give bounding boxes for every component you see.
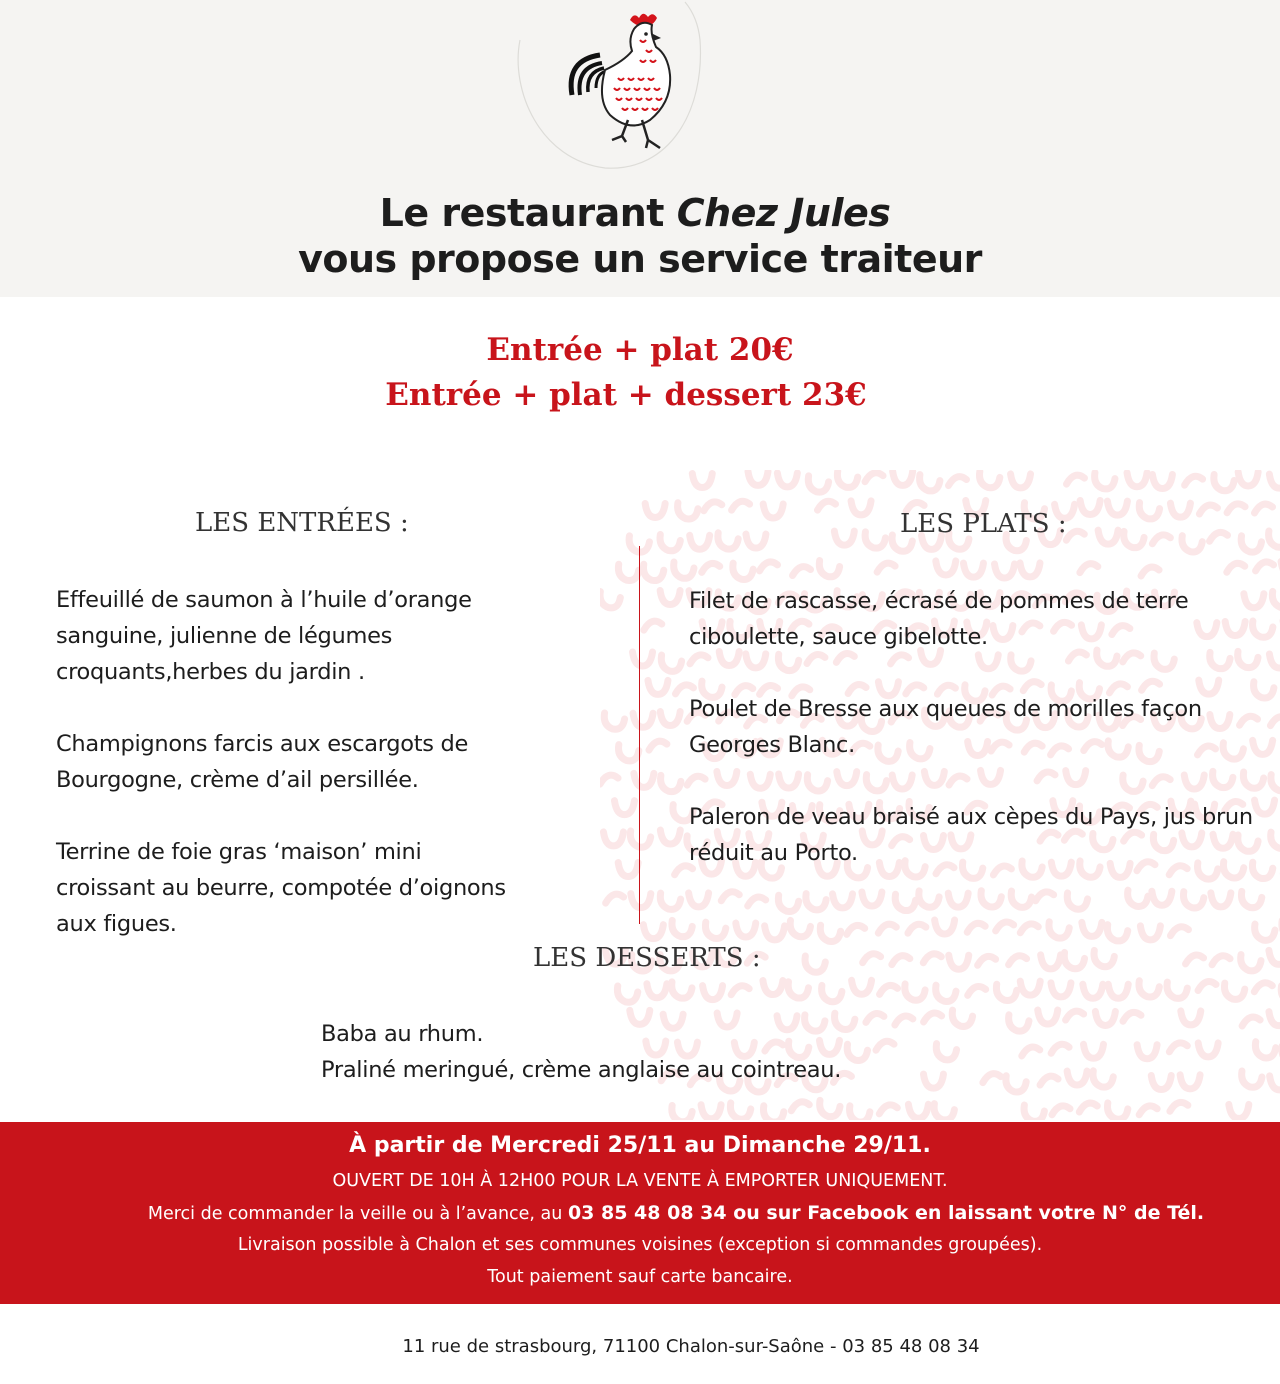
- pattern-squiggle: [1066, 531, 1084, 540]
- pattern-squiggle: [1254, 983, 1272, 992]
- pattern-squiggle: [963, 563, 983, 577]
- pattern-squiggle: [1170, 503, 1190, 517]
- entrees-heading: LES ENTRÉES :: [195, 508, 409, 538]
- pattern-squiggle: [660, 893, 680, 909]
- pattern-squiggle: [995, 564, 1015, 578]
- list-item: Praliné meringué, crème anglaise au cointreau.: [321, 1057, 842, 1083]
- pattern-squiggle: [934, 1104, 954, 1120]
- pattern-squiggle: [851, 501, 871, 515]
- pattern-squiggle: [1151, 1075, 1171, 1089]
- list-item: Baba au rhum.: [321, 1021, 484, 1047]
- delivery-info: Livraison possible à Chalon et ses communes voisines (exception si commandes groupées).: [237, 1235, 1043, 1255]
- pattern-squiggle: [1255, 924, 1275, 940]
- pattern-squiggle: [733, 563, 753, 579]
- title-line-1: Le restaurant Chez Jules: [379, 191, 891, 235]
- pattern-squiggle: [703, 986, 723, 1000]
- pattern-squiggle: [760, 562, 778, 571]
- pattern-squiggle: [847, 925, 865, 934]
- pattern-squiggle: [704, 502, 722, 511]
- pattern-squiggle: [1152, 474, 1172, 488]
- pattern-squiggle: [647, 984, 667, 998]
- restaurant-name: Chez Jules: [676, 191, 891, 235]
- pattern-squiggle: [633, 713, 653, 727]
- pattern-squiggle: [1170, 1102, 1188, 1111]
- pattern-squiggle: [1269, 950, 1280, 964]
- pattern-squiggle: [763, 981, 783, 995]
- pattern-squiggle: [1064, 952, 1084, 968]
- pattern-squiggle: [1227, 504, 1245, 513]
- payment-info: Tout paiement sauf carte bancaire.: [487, 1267, 793, 1287]
- pattern-squiggle: [1140, 926, 1160, 940]
- pattern-squiggle: [606, 894, 624, 903]
- pattern-squiggle: [1139, 1106, 1157, 1115]
- pattern-squiggle: [1254, 504, 1272, 513]
- pattern-squiggle: [1180, 1075, 1200, 1089]
- pattern-squiggle: [936, 561, 956, 575]
- pattern-squiggle: [863, 954, 881, 963]
- pattern-squiggle: [1210, 532, 1228, 541]
- pattern-squiggle: [1009, 1015, 1029, 1031]
- list-item: Terrine de foie gras ‘maison’ mini croissant au beurre, compotée d’oignons aux figues.: [56, 839, 506, 937]
- pattern-squiggle: [1269, 474, 1280, 488]
- pattern-squiggle: [1049, 922, 1069, 938]
- pattern-squiggle: [1241, 955, 1261, 971]
- pattern-squiggle: [1038, 1010, 1058, 1024]
- pattern-squiggle: [1185, 476, 1203, 485]
- pattern-squiggle: [908, 1104, 928, 1118]
- pattern-squiggle: [619, 745, 639, 761]
- pattern-squiggle: [1198, 1043, 1218, 1057]
- pattern-squiggle: [1272, 591, 1280, 607]
- pattern-squiggle: [633, 652, 653, 666]
- column-divider: [639, 546, 640, 924]
- pattern-squiggle: [678, 503, 698, 519]
- pattern-squiggle: [604, 713, 624, 729]
- pattern-squiggle: [1198, 982, 1216, 991]
- pattern-squiggle: [661, 775, 681, 791]
- pattern-squiggle: [1169, 1043, 1187, 1052]
- list-item: Paleron de veau braisé aux cèpes du Pays, jus brun réduit au Porto.: [689, 804, 1253, 866]
- pattern-squiggle: [701, 1105, 721, 1119]
- pattern-squiggle: [1095, 1011, 1115, 1025]
- entrees-list: [56, 582, 526, 978]
- pattern-squiggle: [600, 775, 618, 784]
- pattern-squiggle: [648, 680, 668, 694]
- pattern-squiggle: [643, 564, 663, 580]
- pattern-squiggle: [968, 986, 986, 995]
- pattern-squiggle: [630, 831, 650, 847]
- pattern-squiggle: [634, 773, 654, 787]
- opening-hours: OUVERT DE 10H À 12H00 POUR LA VENTE À EMPORTER UNIQUEMENT.: [332, 1171, 948, 1191]
- pattern-squiggle: [978, 956, 996, 965]
- pattern-squiggle: [1022, 1047, 1040, 1056]
- pattern-squiggle: [1271, 775, 1280, 791]
- pattern-squiggle: [808, 476, 828, 492]
- pattern-squiggle: [1255, 1042, 1275, 1058]
- pattern-squiggle: [1269, 531, 1280, 547]
- pattern-squiggle: [765, 926, 785, 940]
- pattern-squiggle: [1269, 1012, 1280, 1026]
- list-item: Champignons farcis aux escargots de Bourgogne, crème d’ail persillée.: [56, 731, 469, 793]
- pattern-squiggle: [948, 477, 966, 486]
- pattern-squiggle: [1182, 536, 1202, 552]
- pattern-squiggle: [645, 504, 665, 518]
- desserts-heading: LES DESSERTS :: [533, 943, 761, 973]
- list-item: Effeuillé de saumon à l’huile d’orange sanguine, julienne de légumes croquants,herbes du jardin .: [56, 587, 472, 685]
- pattern-squiggle: [983, 1074, 1001, 1083]
- pattern-squiggle: [1020, 563, 1040, 577]
- pattern-squiggle: [1020, 924, 1038, 933]
- pattern-squiggle: [892, 956, 910, 965]
- pattern-squiggle: [718, 533, 738, 549]
- pattern-squiggle: [1242, 1017, 1260, 1026]
- pattern-squiggle: [790, 920, 810, 936]
- pattern-squiggle: [1095, 473, 1115, 489]
- pattern-squiggle: [661, 655, 681, 671]
- pattern-squiggle: [1123, 1012, 1141, 1021]
- pattern-squiggle: [791, 1102, 809, 1111]
- pattern-squiggle: [1098, 530, 1118, 544]
- pattern-squiggle: [618, 863, 638, 877]
- pattern-squiggle: [1040, 1076, 1058, 1085]
- pattern-squiggle: [837, 471, 857, 487]
- pattern-squiggle: [730, 1103, 750, 1119]
- footer-address: 11 rue de strasbourg, 71100 Chalon-sur-Saône - 03 85 48 08 34: [402, 1336, 980, 1357]
- pattern-squiggle: [819, 561, 839, 577]
- pattern-squiggle: [1139, 503, 1159, 519]
- pattern-squiggle: [879, 1105, 897, 1114]
- pattern-squiggle: [672, 1105, 692, 1120]
- pattern-squiggle: [617, 986, 637, 1002]
- order-info: Merci de commander la veille ou à l’avance, au 03 85 48 08 34 ou sur Facebook en laissant votre N° de Tél.: [147, 1202, 1205, 1224]
- info-banner: [0, 1122, 1280, 1304]
- pattern-squiggle: [920, 475, 940, 491]
- pattern-squiggle: [1224, 983, 1244, 999]
- pattern-squiggle: [660, 535, 680, 551]
- pattern-squiggle: [1009, 956, 1027, 965]
- pattern-squiggle: [644, 621, 662, 630]
- header: [0, 0, 1280, 297]
- pattern-squiggle: [1083, 1044, 1103, 1058]
- pattern-squiggle: [777, 473, 797, 487]
- price-entree-plat: Entrée + plat 20€: [486, 332, 794, 368]
- pattern-squiggle: [692, 474, 712, 488]
- page-title: [0, 190, 1280, 282]
- price-entree-plat-dessert: Entrée + plat + dessert 23€: [385, 377, 867, 413]
- pattern-squiggle: [996, 922, 1014, 931]
- pattern-squiggle: [979, 471, 999, 487]
- pattern-squiggle: [1270, 1076, 1280, 1090]
- pattern-squiggle: [1139, 981, 1159, 997]
- pattern-squiggle: [1051, 983, 1071, 997]
- pattern-squiggle: [702, 563, 720, 572]
- pattern-squiggle: [1051, 1044, 1069, 1053]
- pattern-squiggle: [732, 501, 750, 510]
- pattern-squiggle: [1186, 955, 1204, 964]
- desserts-list: [321, 1016, 961, 1088]
- pattern-squiggle: [1214, 474, 1234, 490]
- list-item: Poulet de Bresse aux queues de morilles façon Georges Blanc.: [689, 696, 1202, 758]
- pattern-squiggle: [672, 920, 692, 936]
- pattern-squiggle: [936, 985, 956, 1001]
- pattern-squiggle: [1011, 474, 1031, 488]
- pattern-squiggle: [618, 564, 638, 580]
- pattern-squiggle: [674, 562, 694, 578]
- pattern-squiggle: [967, 923, 985, 932]
- pattern-squiggle: [1137, 1045, 1157, 1059]
- pattern-squiggle: [1079, 1103, 1097, 1112]
- pattern-squiggle: [705, 922, 725, 938]
- pattern-squiggle: [631, 894, 651, 908]
- plats-list: [689, 583, 1269, 907]
- pattern-squiggle: [817, 501, 835, 510]
- pattern-squiggle: [1212, 956, 1230, 965]
- pattern-squiggle: [1199, 505, 1217, 514]
- order-contact: 03 85 48 08 34 ou sur Facebook en laissant votre N° de Tél.: [567, 1202, 1205, 1224]
- pattern-squiggle: [763, 504, 783, 518]
- pattern-squiggle: [1067, 1071, 1087, 1085]
- pattern-squiggle: [1094, 950, 1114, 966]
- pattern-squiggle: [793, 567, 811, 576]
- pattern-squiggle: [1024, 1105, 1044, 1120]
- pattern-squiggle: [1107, 501, 1127, 515]
- title-line-2: vous propose un service traiteur: [298, 237, 982, 281]
- pattern-squiggle: [731, 986, 749, 995]
- pattern-squiggle: [877, 563, 895, 572]
- pattern-squiggle: [1066, 1011, 1084, 1020]
- pattern-squiggle: [660, 712, 680, 726]
- pattern-squiggle: [1052, 1106, 1070, 1115]
- pattern-squiggle: [1082, 922, 1102, 936]
- pattern-squiggle: [763, 1106, 783, 1120]
- pattern-squiggle: [822, 985, 842, 1001]
- pattern-squiggle: [1093, 1071, 1113, 1087]
- pattern-squiggle: [1141, 567, 1159, 576]
- pattern-squiggle: [690, 535, 710, 549]
- pattern-squiggle: [736, 923, 756, 937]
- pattern-squiggle: [1006, 1076, 1026, 1092]
- pattern-squiggle: [1107, 925, 1127, 941]
- pattern-squiggle: [1066, 475, 1084, 484]
- pattern-squiggle: [865, 473, 883, 482]
- pattern-squiggle: [788, 982, 808, 998]
- pattern-squiggle: [748, 471, 768, 485]
- pattern-squiggle: [672, 982, 692, 998]
- pattern-squiggle: [1229, 1104, 1249, 1118]
- pattern-squiggle: [1080, 564, 1098, 573]
- plats-heading: LES PLATS :: [900, 509, 1067, 539]
- pattern-squiggle: [649, 741, 667, 750]
- pattern-squiggle: [1107, 1103, 1127, 1119]
- pattern-squiggle: [603, 832, 623, 846]
- pattern-squiggle: [865, 532, 885, 548]
- pattern-squiggle: [660, 830, 680, 844]
- pattern-squiggle: [614, 801, 634, 815]
- pattern-squiggle: [908, 924, 926, 933]
- pattern-squiggle: [1269, 654, 1280, 668]
- pattern-squiggle: [1083, 984, 1103, 998]
- pattern-squiggle: [996, 984, 1016, 1000]
- pattern-squiggle: [1170, 927, 1188, 936]
- pattern-squiggle: [1270, 717, 1280, 726]
- pattern-squiggle: [1167, 982, 1187, 998]
- pattern-squiggle: [905, 984, 925, 1000]
- pattern-squiggle: [923, 954, 941, 963]
- pattern-squiggle: [1241, 536, 1261, 552]
- pattern-squiggle: [893, 471, 913, 485]
- pattern-squiggle: [1152, 535, 1170, 544]
- pattern-squiggle: [1256, 562, 1274, 571]
- pattern-squiggle: [805, 956, 825, 972]
- pattern-squiggle: [820, 925, 840, 941]
- pattern-squiggle: [820, 1100, 840, 1116]
- pattern-squiggle: [878, 924, 896, 933]
- pattern-squiggle: [1238, 472, 1258, 486]
- pattern-squiggle: [1041, 955, 1061, 969]
- rooster-icon: [500, 0, 720, 175]
- pattern-squiggle: [1020, 981, 1040, 995]
- pattern-squiggle: [935, 920, 955, 934]
- pattern-squiggle: [1242, 1071, 1262, 1087]
- pattern-squiggle: [1127, 473, 1147, 487]
- pattern-squiggle: [1227, 563, 1245, 572]
- pattern-squiggle: [949, 955, 969, 969]
- pattern-squiggle: [643, 925, 663, 939]
- pattern-squiggle: [852, 980, 872, 994]
- pattern-squiggle: [850, 1106, 870, 1120]
- pattern-squiggle: [746, 534, 766, 548]
- pattern-squiggle: [1124, 531, 1144, 547]
- pattern-squiggle: [1271, 832, 1280, 848]
- pattern-squiggle: [1080, 500, 1100, 514]
- pattern-squiggle: [1108, 984, 1128, 998]
- pattern-squiggle: [600, 592, 620, 608]
- pattern-squiggle: [1181, 1011, 1201, 1025]
- pattern-squiggle: [880, 985, 898, 994]
- price-formulas: [0, 328, 1280, 418]
- list-item: Filet de rascasse, écrasé de pommes de terre ciboulette, sauce gibelotte.: [689, 588, 1189, 650]
- banner-title: À partir de Mercredi 25/11 au Dimanche 29/11.: [349, 1133, 931, 1158]
- pattern-squiggle: [660, 590, 680, 604]
- pattern-squiggle: [834, 531, 854, 545]
